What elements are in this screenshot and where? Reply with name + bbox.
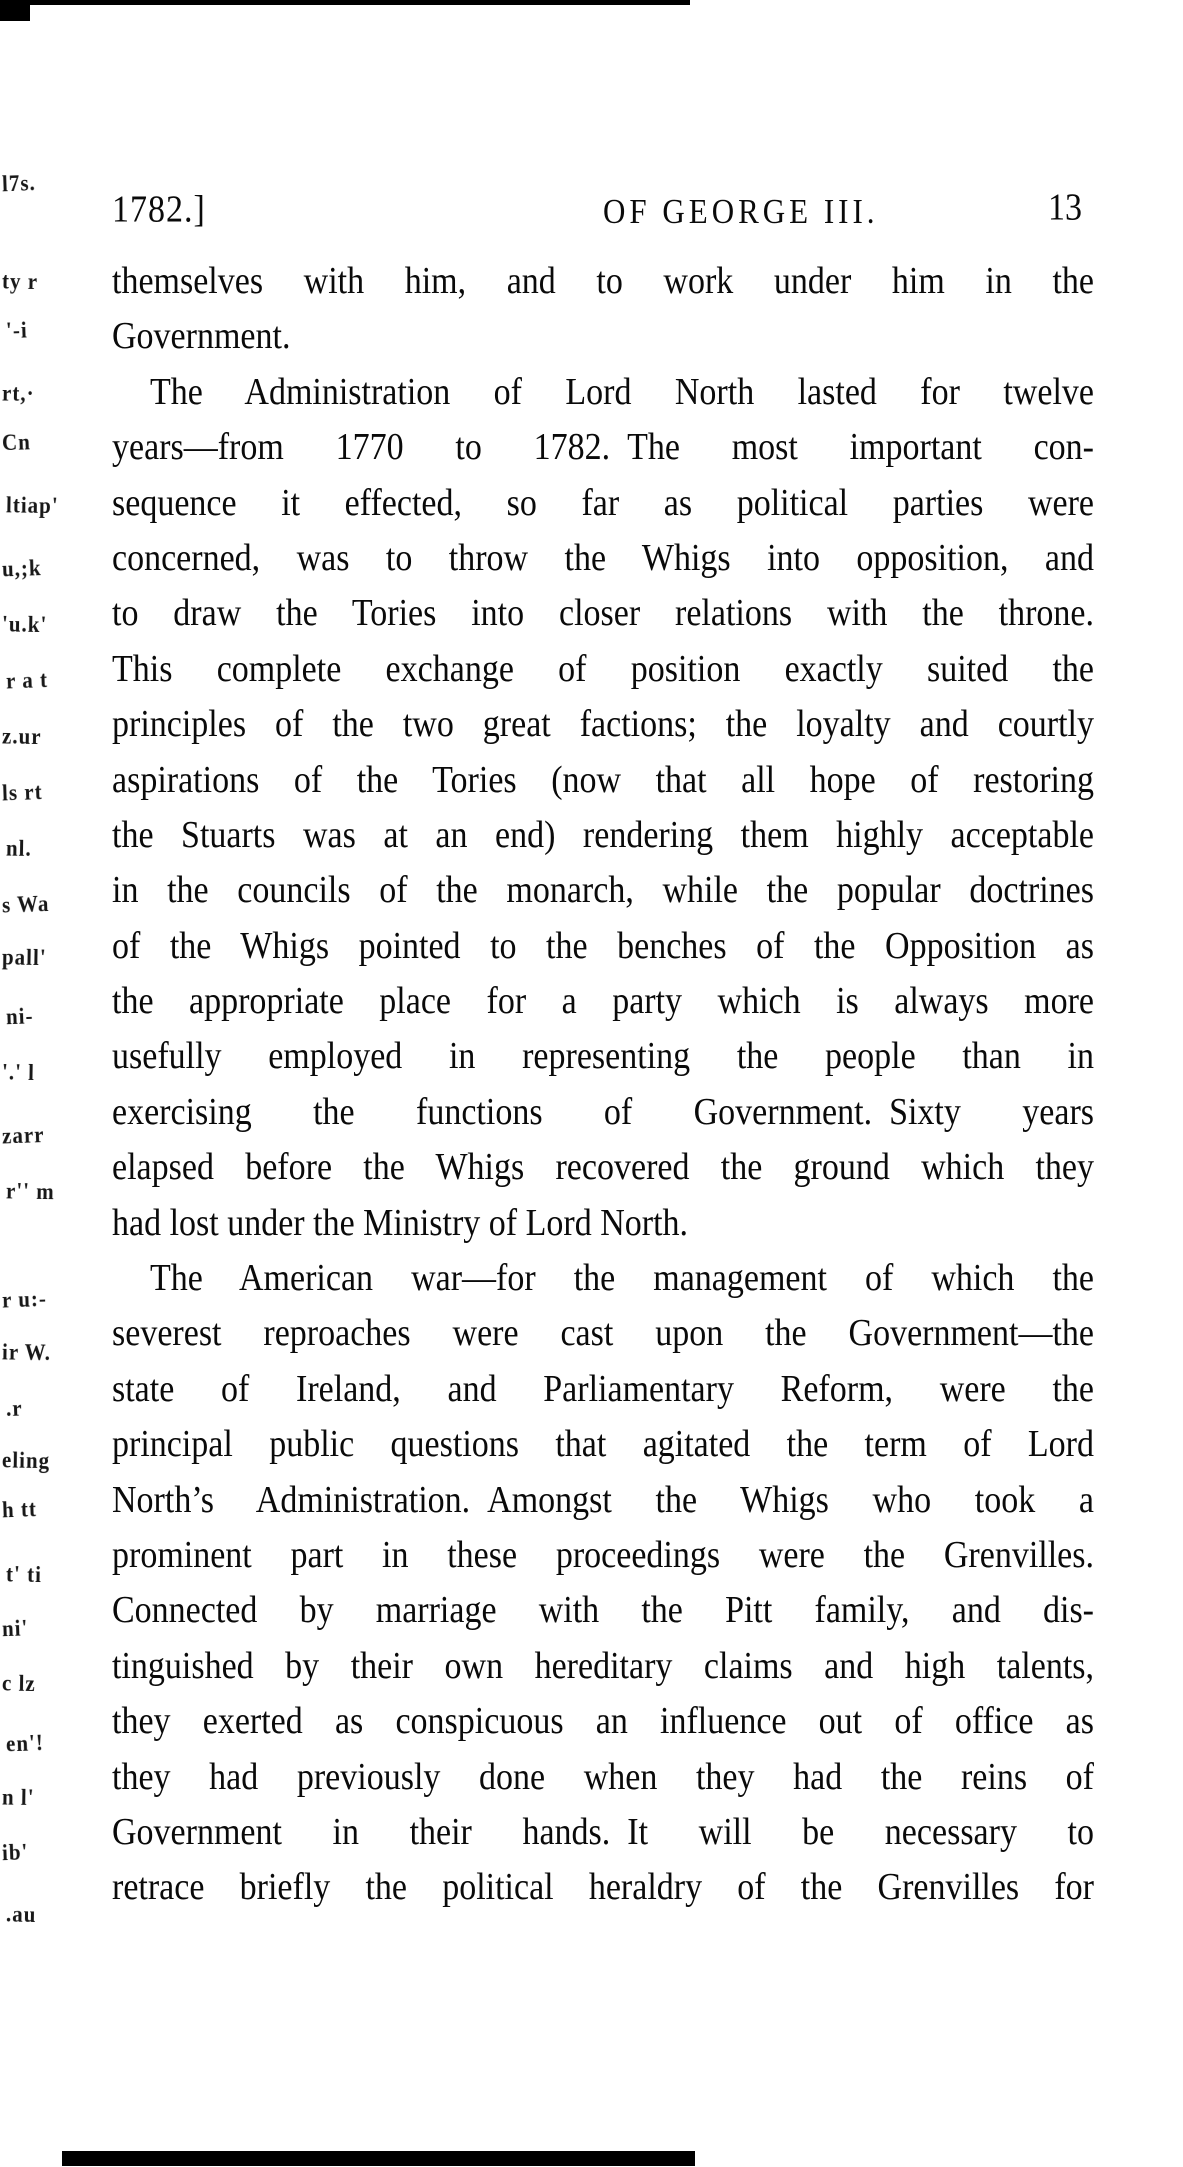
text-line: The Administration of Lord North lasted for twelve: [150, 371, 1094, 413]
marginalia-column: [0, 0, 60, 2167]
text-line: elapsed before the Whigs recovered the ground which they: [112, 1147, 1094, 1189]
marginalia-fragment: .r: [5, 1394, 24, 1422]
text-line: Connected by marriage with the Pitt family, and dis-: [112, 1590, 1094, 1632]
marginalia-fragment: r'' m: [5, 1177, 55, 1205]
marginalia-fragment: r u:-: [1, 1284, 48, 1313]
marginalia-fragment: r a t: [5, 666, 49, 694]
text-line: This complete exchange of position exactly suited the: [112, 648, 1094, 690]
text-line: retrace briefly the political heraldry of the Grenvilles for: [112, 1867, 1094, 1909]
marginalia-fragment: ni': [1, 1614, 29, 1642]
marginalia-fragment: en'!: [5, 1729, 45, 1757]
text-line: North’s Administration. Amongst the Whigs who took a: [112, 1479, 1094, 1521]
text-line: they had previously done when they had the reins of: [112, 1756, 1094, 1798]
text-line: Government.: [112, 316, 291, 358]
text-line: state of Ireland, and Parliamentary Reform, were the: [112, 1368, 1094, 1411]
text-line: exercising the functions of Government. Sixty years: [112, 1091, 1094, 1134]
text-line: themselves with him, and to work under him in the: [112, 260, 1094, 303]
marginalia-fragment: eling: [1, 1446, 51, 1474]
marginalia-fragment: 'u.k': [1, 610, 48, 638]
page-number: 13: [1048, 187, 1082, 229]
marginalia-fragment: s Wa: [1, 889, 50, 918]
text-line: they exerted as conspicuous an influence out of office as: [112, 1700, 1094, 1743]
scan-artifact-bottom-bar: [62, 2151, 695, 2166]
marginalia-fragment: z.ur: [1, 722, 42, 750]
body-text: [112, 254, 1094, 1916]
marginalia-fragment: c lz: [1, 1669, 36, 1697]
marginalia-fragment: '.' l: [1, 1058, 36, 1086]
marginalia-fragment: ls rt: [1, 778, 44, 806]
header-date: 1782.]: [112, 189, 206, 231]
text-line: the appropriate place for a party which is always more: [112, 980, 1094, 1023]
text-line: tinguished by their own hereditary claims and high talents,: [112, 1645, 1094, 1687]
marginalia-fragment: ty r: [1, 267, 39, 295]
marginalia-fragment: '-i: [5, 316, 29, 344]
text-line: principal public questions that agitated the term of Lord: [112, 1423, 1094, 1466]
marginalia-fragment: u,;k: [1, 554, 43, 582]
marginalia-fragment: l7s.: [1, 169, 37, 197]
marginalia-fragment: rt,·: [1, 379, 35, 407]
marginalia-fragment: ib': [1, 1838, 29, 1866]
text-line: usefully employed in representing the people than in: [112, 1036, 1094, 1078]
running-header: [112, 187, 1094, 234]
text-line: sequence it effected, so far as political parties were: [112, 482, 1094, 524]
marginalia-fragment: h tt: [1, 1495, 38, 1523]
marginalia-fragment: ir W.: [1, 1338, 52, 1366]
text-line: The American war—for the management of which the: [150, 1257, 1094, 1300]
marginalia-fragment: t' ti: [5, 1560, 43, 1588]
text-line: aspirations of the Tories (now that all hope of restoring: [112, 759, 1094, 801]
text-line: years—from 1770 to 1782. The most important con-: [112, 426, 1094, 469]
text-line: to draw the Tories into closer relations with the throne.: [112, 593, 1094, 635]
marginalia-fragment: zarr: [1, 1121, 45, 1149]
marginalia-fragment: Cn: [1, 428, 32, 456]
marginalia-fragment: ni-: [5, 1002, 34, 1030]
text-line: concerned, was to throw the Whigs into opposition, and: [112, 537, 1094, 580]
text-line: prominent part in these proceedings were the Grenvilles.: [112, 1534, 1094, 1577]
scan-artifact-top-edge-line: [0, 0, 690, 5]
text-line: Government in their hands. It will be necessary to: [112, 1811, 1094, 1854]
marginalia-fragment: ltiap': [5, 491, 59, 519]
text-line: of the Whigs pointed to the benches of the Opposition as: [112, 925, 1094, 967]
text-line: severest reproaches were cast upon the Government—the: [112, 1313, 1094, 1355]
marginalia-fragment: .au: [5, 1900, 37, 1928]
marginalia-fragment: n l': [1, 1783, 35, 1811]
running-title: OF GEORGE III.: [603, 191, 879, 231]
text-line: principles of the two great factions; the loyalty and courtly: [112, 703, 1094, 746]
text-line: in the councils of the monarch, while the popular doctrines: [112, 870, 1094, 912]
text-line: had lost under the Ministry of Lord North.: [112, 1202, 689, 1244]
marginalia-fragment: pall': [1, 943, 47, 971]
marginalia-fragment: nl.: [5, 834, 33, 862]
text-line: the Stuarts was at an end) rendering them highly acceptable: [112, 814, 1094, 857]
